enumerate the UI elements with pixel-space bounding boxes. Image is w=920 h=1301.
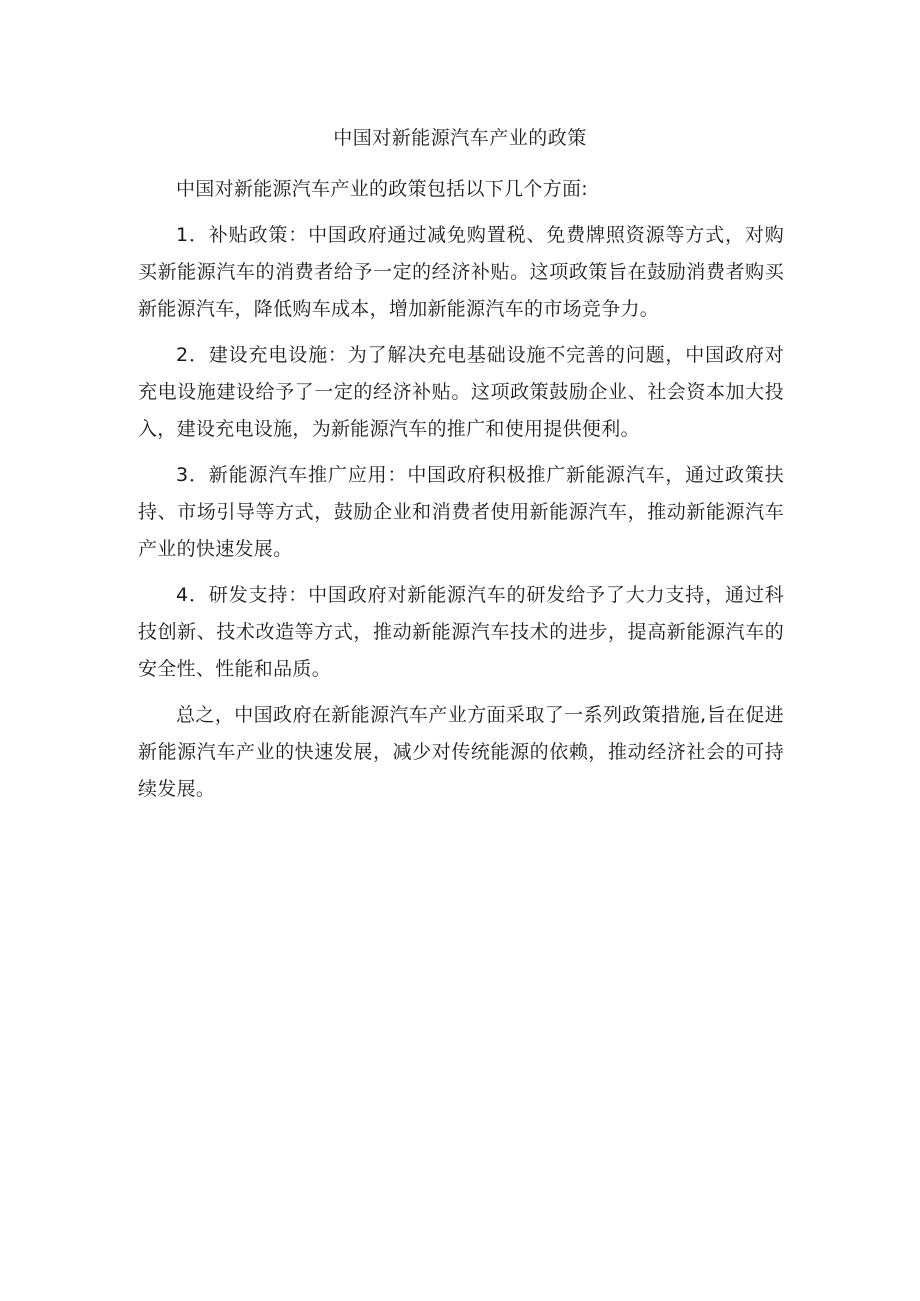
document-body	[138, 171, 784, 817]
intro-paragraph: 中国对新能源汽车产业的政策包括以下几个方面:	[176, 178, 589, 200]
conclusion-paragraph: 总之，中国政府在新能源汽车产业方面采取了一系列政策措施,旨在促进新能源汽车产业的快速发展，减少对传统能源的依赖，推动经济社会的可持续发展。	[138, 704, 784, 800]
subsidy-policy-paragraph: 1．补贴政策：中国政府通过减免购置税、免费牌照资源等方式，对购买新能源汽车的消费者给予一定的经济补贴。这项政策旨在鼓励消费者购买新能源汽车，降低购车成本，增加新能源汽车的市场竞争力。	[138, 224, 784, 320]
charging-facilities-paragraph: 2．建设充电设施：为了解决充电基础设施不完善的问题，中国政府对充电设施建设给予了一定的经济补贴。这项政策鼓励企业、社会资本加大投入，建设充电设施，为新能源汽车的推广和使用提供便利。	[138, 344, 784, 440]
promotion-application-paragraph: 3．新能源汽车推广应用：中国政府积极推广新能源汽车，通过政策扶持、市场引导等方式，鼓励企业和消费者使用新能源汽车，推动新能源汽车产业的快速发展。	[138, 464, 784, 560]
rd-support-paragraph: 4．研发支持：中国政府对新能源汽车的研发给予了大力支持，通过科技创新、技术改造等方式，推动新能源汽车技术的进步，提高新能源汽车的安全性、性能和品质。	[138, 584, 784, 680]
document-title: 中国对新能源汽车产业的政策	[333, 127, 587, 149]
